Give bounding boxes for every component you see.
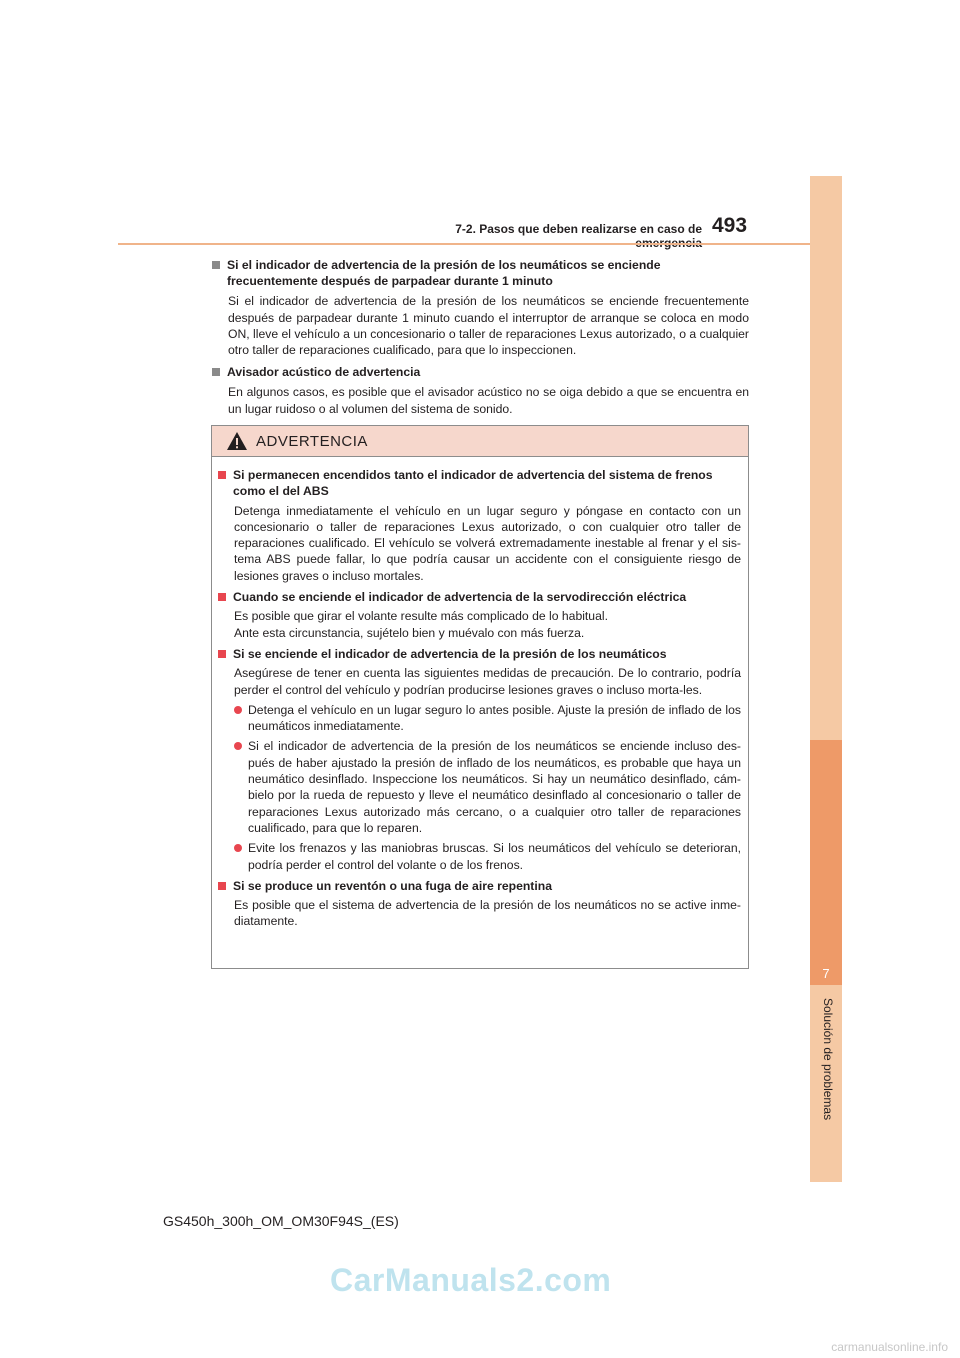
round-bullet-icon — [234, 844, 242, 852]
page-number: 493 — [712, 214, 748, 237]
round-bullet-icon — [234, 742, 242, 750]
chapter-number: 7 — [822, 966, 830, 981]
square-bullet-icon — [218, 471, 226, 479]
section-title: 7-2. Pasos que deben realizarse en caso de — [455, 222, 702, 236]
header-divider — [118, 243, 810, 245]
chapter-label: Solución de problemas — [821, 998, 835, 1121]
warning-subheading: Si permanecen encendidos tanto el indicador de advertencia del sistema de frenos como el del ABS — [218, 467, 741, 500]
round-bullet-icon — [234, 706, 242, 714]
warning-title: ADVERTENCIA — [256, 432, 368, 450]
warning-header — [212, 426, 748, 457]
warning-subheading: Si se enciende el indicador de advertencia de la presión de los neumáticos — [218, 646, 741, 662]
watermark-text: CarManuals2.com — [330, 1262, 612, 1298]
main-content — [212, 257, 749, 417]
list-item: Evite los frenazos y las maniobras bruscas. Si los neumáticos del vehículo se deterioran, podría perder el control del volante o de los frenos. — [234, 840, 741, 873]
warning-subheading: Cuando se enciende el indicador de advertencia de la servodirección eléctrica — [218, 589, 741, 605]
paragraph: En algunos casos, es posible que el avisador acústico no se oiga debido a que se encuentra en un lugar ruidoso o al volumen del sistema de sonido. — [228, 385, 749, 416]
warning-box — [211, 425, 749, 969]
list-item: Si el indicador de advertencia de la presión de los neumáticos se enciende incluso des-pués de haber ajustado la presión de inflado de los neumáticos, es probable que haya un neumático desinflado. Inspeccione los neumáticos. Si hay un neumático desinflado, cám-bielo por la rueda de repuesto y lleve el neumático desinflado al concesionario o taller de reparaciones Lexus autorizado más cercano, o a cualquier otro taller de reparaciones cualificado, para que lo reparen. — [234, 738, 741, 836]
chapter-side-tab — [810, 176, 842, 1182]
document-code: GS450h_300h_OM_OM30F94S_(ES) — [163, 1213, 399, 1229]
warning-paragraph: Es posible que girar el volante resulte más complicado de lo habitual. Ante esta circunstancia, sujételo bien y muévalo con más fuerza. — [234, 609, 608, 640]
list-item: Detenga el vehículo en un lugar seguro lo antes posible. Ajuste la presión de inflado de los neumáticos inmediatamente. — [234, 702, 741, 735]
warning-paragraph: Detenga inmediatamente el vehículo en un lugar seguro y póngase en contacto con un concesionario o taller de reparaciones Lexus autorizado, o con cualquier otro taller de reparaciones cualificado. El vehículo se volverá extremadamente inestable al frenar y el sis-tema ABS puede fallar, lo que podría causar un accidente con el consiguiente riesgo de lesiones graves o incluso mortales. — [234, 503, 741, 583]
subheading: Si el indicador de advertencia de la presión de los neumáticos se enciende frecuentemente después de parpadear durante 1 minuto — [212, 257, 749, 289]
square-bullet-icon — [212, 368, 220, 376]
square-bullet-icon — [212, 261, 220, 269]
paragraph: Si el indicador de advertencia de la presión de los neumáticos se enciende frecuentemente después de parpadear durante 1 minuto cuando el interruptor de arranque se coloca en modo ON, lleve el vehículo a un concesionario o taller de reparaciones Lexus autorizado, o a cualquier otro taller de reparaciones cualificado, para que lo inspeccionen. — [228, 294, 749, 358]
warning-paragraph: Asegúrese de tener en cuenta las siguientes medidas de precaución. De lo contrario, podría perder el control del vehículo y podrían producirse lesiones graves o incluso morta-les. — [234, 666, 741, 697]
subheading: Avisador acústico de advertencia — [212, 364, 749, 380]
square-bullet-icon — [218, 593, 226, 601]
warning-triangle-icon — [226, 431, 248, 451]
chapter-tab-highlight — [810, 740, 842, 985]
square-bullet-icon — [218, 650, 226, 658]
square-bullet-icon — [218, 882, 226, 890]
warning-paragraph: Es posible que el sistema de advertencia de la presión de los neumáticos no se active inme-diatamente. — [234, 898, 741, 929]
warning-body — [212, 457, 748, 930]
warning-subheading: Si se produce un reventón o una fuga de aire repentina — [218, 878, 741, 894]
site-watermark: carmanualsonline.info — [831, 1340, 948, 1354]
